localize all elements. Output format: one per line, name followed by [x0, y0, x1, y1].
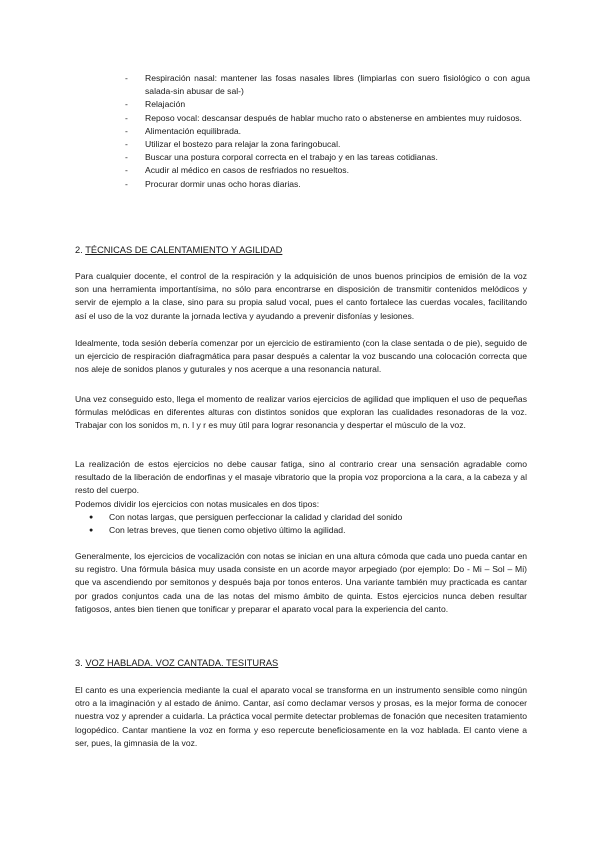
- section-2-paragraph-4: La realización de estos ejercicios no debe causar fatiga, sino al contrario crear una sensación agradable como resultado de la liberación de endorfinas y el masaje vibratorio que la propia voz proporciona a la cara, a la cabeza y al resto del cuerpo.: [75, 459, 527, 496]
- exercise-types-list: [75, 511, 527, 537]
- section-2-number: 2.: [75, 245, 83, 255]
- list-item: - Acudir al médico en casos de resfriados no resueltos.: [125, 164, 530, 177]
- section-2-paragraph-5: Podemos dividir los ejercicios con notas musicales en dos tipos:: [75, 499, 320, 509]
- section-3-title: VOZ HABLADA. VOZ CANTADA. TESITURAS: [85, 658, 279, 668]
- list-item: - Reposo vocal: descansar después de hablar mucho rato o abstenerse en ambientes muy ruidosos.: [125, 112, 530, 125]
- section-2-heading: [75, 244, 282, 257]
- list-item: - Procurar dormir unas ocho horas diarias.: [125, 178, 530, 191]
- section-3-heading: [75, 657, 278, 670]
- list-item: - Respiración nasal: mantener las fosas nasales libres (limpiarlas con suero fisiológico o con agua salada-sin abusar de sal-): [125, 72, 530, 98]
- list-item: - Buscar una postura corporal correcta en el trabajo y en las tareas cotidianas.: [125, 151, 530, 164]
- section-3-number: 3.: [75, 658, 83, 668]
- section-2-paragraph-3: Una vez conseguido esto, llega el momento de realizar varios ejercicios de agilidad que impliquen el uso de pequeñas fórmulas melódicas en diferentes alturas con distintos sonidos que exploran las cualidades resonadoras de la voz. Trabajar con los sonidos m, n. l y r es muy útil para lograr resonancia y despertar el músculo de la voz.: [75, 394, 527, 431]
- list-item: ● Con notas largas, que persiguen perfeccionar la calidad y claridad del sonido: [75, 511, 527, 524]
- section-2-title: TÉCNICAS DE CALENTAMIENTO Y AGILIDAD: [85, 245, 283, 255]
- section-2-paragraph-1: Para cualquier docente, el control de la respiración y la adquisición de unos buenos principios de emisión de la voz son una herramienta importantísima, no sólo para encontrarse en disposición de transmitir contenidos melódicos y servir de ejemplo a la clase, sino para su propia salud vocal, pues el canto fortalece las cuerdas vocales, facilitando así el uso de la voz durante la jornada lectiva y ayudando a prevenir disfonías y lesiones.: [75, 271, 527, 321]
- section-2-paragraph-6: Generalmente, los ejercicios de vocalización con notas se inician en una altura cómoda que cada uno pueda cantar en su registro. Una fórmula básica muy usada consiste en un acorde mayor arpegiado (por ejemplo: Do - Mi – Sol – Mi) que va ascendiendo por semitonos y después baja por tonos enteros. Una variante también muy practicada es cantar por grados conjuntos cada una de las notas del mismo ámbito de quinta. Estos ejercicios nunca deben resultar fatigosos, antes bien tienen que tonificar y preparar el aparato vocal para la experiencia del canto.: [75, 551, 527, 614]
- section-3-paragraph-1: El canto es una experiencia mediante la cual el aparato vocal se transforma en un instrumento sensible como ningún otro a la imaginación y al estado de ánimo. Cantar, así como declamar versos y prosas, es la mejor forma de conocer nuestra voz y aprender a cuidarla. La práctica vocal permite detectar problemas de fonación que necesiten tratamiento logopédico. Cantar mantiene la voz en forma y eso repercute beneficiosamente en la voz hablada. El canto viene a ser, pues, la gimnasia de la voz.: [75, 685, 527, 748]
- list-item: - Utilizar el bostezo para relajar la zona faringobucal.: [125, 138, 530, 151]
- section-2-paragraph-2: Idealmente, toda sesión debería comenzar por un ejercicio de estiramiento (con la clase sentada o de pie), seguido de un ejercicio de respiración diafragmática para pasar después a calentar la voz buscando una colocación correcta que nos aleje de sonidos planos y guturales y nos acerque a una resonancia natural.: [75, 338, 527, 375]
- list-item: - Relajación: [125, 98, 530, 111]
- list-item: - Alimentación equilibrada.: [125, 125, 530, 138]
- voice-care-tips-list: [125, 72, 530, 191]
- list-item: ● Con letras breves, que tienen como objetivo último la agilidad.: [75, 524, 527, 537]
